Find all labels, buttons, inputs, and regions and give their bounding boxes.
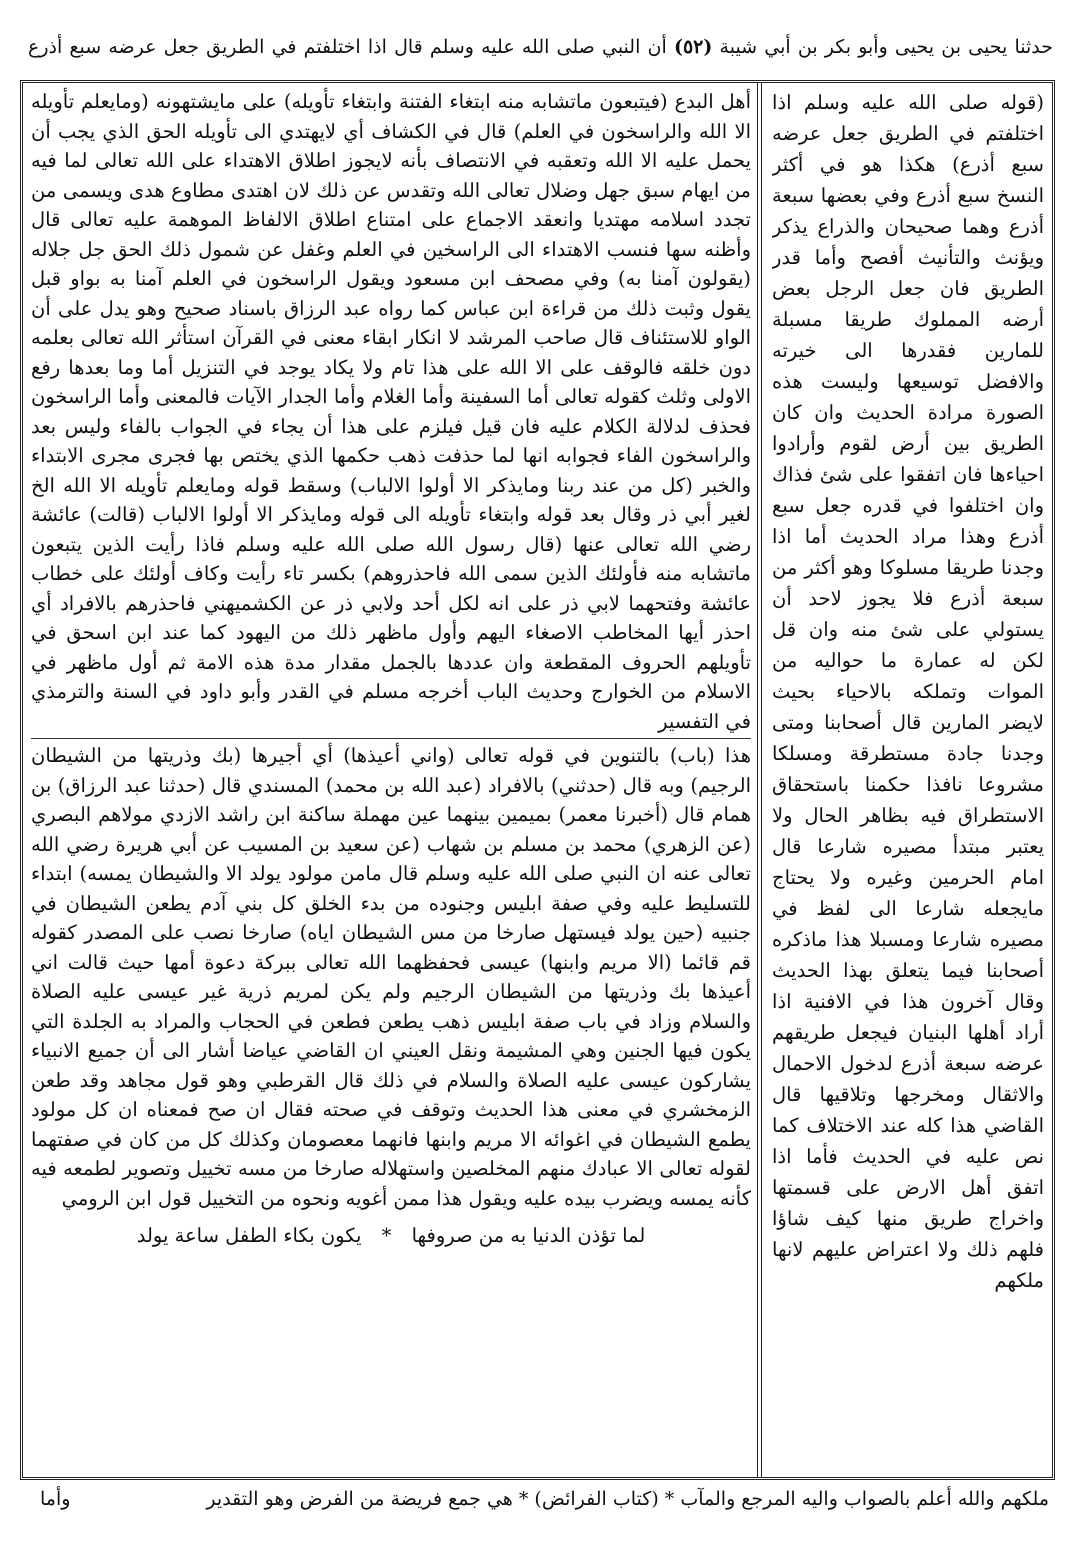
poem-star: * (381, 1224, 392, 1247)
footer-line (40, 1482, 1049, 1516)
page-number: (٥٢) (673, 36, 713, 58)
poem-verse (31, 1221, 751, 1251)
catchword: وأما (40, 1488, 71, 1510)
column-divider (757, 83, 762, 1477)
footer-star-2: * (518, 1488, 529, 1510)
main-paragraph-2: هذا (باب) بالتنوين في قوله تعالى (واني أعيذها) أي أجيرها (بك وذريتها من الشيطان الرجيم) وبه قال (حدثني) بالافراد (عبد الله بن محمد) المسندي قال (حدثنا عبد الرزاق) بن همام قال (أخبرنا معمر) بميمين بينهما عين مهملة ساكنة ابن راشد الازدي مولاهم البصري (عن الزهري) محمد بن مسلم بن شهاب (عن سعيد بن المسيب عن أبي هريرة رضي الله تعالى عنه ان النبي صلى الله عليه وسلم قال مامن مولود يولد الا والشيطان يمسه) ابتداء للتسليط عليه وفي صفة ابليس وجنوده من بدء الخلق كل بني آدم يطعن الشيطان في جنبيه (حين يولد فيستهل صارخا من مس الشيطان اياه) صارخا نصب على المصدر كقوله قم قائما (الا مريم وابنها) عيسى فحفظهما الله تعالى ببركة دعوة أمها حيث قالت اني أعيذها بك وذريتها من الشيطان الرجيم ولم يكن لمريم ذرية غير عيسى عليه الصلاة والسلام وزاد في باب صفة ابليس ذهب يطعن فطعن في الحجاب والمراد به الجلدة التي يكون فيها الجنين وهي المشيمة ونقل العيني ان القاضي عياضا أشار الى أن جميع الانبياء يشاركون عيسى عليه الصلاة والسلام في ذلك قال القرطبي وهو قول مجاهد وقد طعن الزمخشري في معنى هذا الحديث وتوقف في صحته فقال ان صح فمعناه ان كل مولود يطمع الشيطان في اغوائه الا مريم وابنها فانهما معصومان وكذلك كل من كان في صفتهما لقوله تعالى الا عبادك منهم المخلصين واستهلاله صارخا من مسه تخييل وتصوير لطمعه فيه كأنه يمسه ويضرب بيده عليه ويقول هذا ممن أغويه ونحوه من التخييل قول ابن الرومي (31, 744, 751, 1210)
footer-star: * (664, 1488, 675, 1510)
poem-first-hemistich: لما تؤذن الدنيا به من صروفها (411, 1224, 646, 1247)
footer-heading: (كتاب الفرائض) (534, 1488, 659, 1510)
footer-definition: هي جمع فريضة من الفرض وهو التقدير (206, 1488, 513, 1510)
running-header (28, 30, 1053, 64)
header-right-text: حدثنا يحيى بن يحيى وأبو بكر بن أبي شيبة (719, 36, 1053, 58)
margin-commentary-column (772, 87, 1044, 1473)
section-divider (31, 738, 751, 739)
main-paragraph-1: أهل البدع (فيتبعون ماتشابه منه ابتغاء الفتنة وابتغاء تأويله) على مايشتهونه (ومايعلم تأويله الا الله والراسخون في العلم) قال في الكشاف أي لايهتدي الى تأويله الحق الذي يجب أن يحمل عليه الا الله وتعقبه في الانتصاف بأنه لايجوز اطلاق الاهتداء على الله تعالى لما فيه من ايهام سبق جهل وضلال تعالى الله وتقدس عن ذلك لان اهتدى مطاوع هدى ويسمى من تجدد اسلامه مهتديا وانعقد الاجماع على امتناع اطلاق الالفاظ الموهمة عليه تعالى قال وأظنه سها فنسب الاهتداء الى الراسخين في العلم وغفل عن شمول ذلك الحق جل جلاله (يقولون آمنا به) وفي مصحف ابن مسعود ويقول الراسخون في العلم آمنا به بواو قبل يقول وثبت ذلك من قراءة ابن عباس كما رواه عبد الرزاق باسناد صحيح وهو يدل على أن الواو للاستئناف قال صاحب المرشد لا انكار ابقاء معنى في القرآن استأثر الله تعالى بعلمه دون خلقه فالوقف على الا الله على هذا تام ولا يكاد يوجد في التنزيل أما وما بعدها رفع الاولى وثلث كقوله تعالى أما السفينة وأما الغلام وأما الجدار الآيات فالمعنى وأما الراسخون فحذف لدلالة الكلام عليه فان قيل فيلزم على هذا أن يجاء في الجواب بالفاء وليس بعد والراسخون الفاء فجوابه انها لما حذفت ذهب حكمها الذي يختص بها فجرى مجرى الابتداء والخبر (كل من عند ربنا ومايذكر الا أولوا الالباب) وسقط قوله ومايعلم تأويله الا الله الخ لغير أبي ذر وقال بعد قوله وابتغاء تأويله الى قوله ومايذكر الا أولوا الالباب (قالت) عائشة رضي الله تعالى عنها (قال رسول الله صلى الله عليه وسلم فاذا رأيت الذين يتبعون ماتشابه منه فأولئك الذين سمى الله فاحذروهم) بكسر تاء رأيت وكاف أولئك على خطاب عائشة وفتحهما لابي ذر على انه لكل أحد ولابي ذر عن الكشميهني فاحذرهم بالافراد أي احذر أيها المخاطب الاصغاء اليهم وأول ماظهر ذلك من اليهود كما عند ابن اسحق في تأويلهم الحروف المقطعة وان عددها بالجمل مقدار مدة هذه الامة ثم أول ماظهر في الاسلام من الخوارج وحديث الباب أخرجه مسلم في القدر وأبو داود في السنة والترمذي في التفسير (31, 90, 751, 733)
footer-text: ملكهم والله أعلم بالصواب واليه المرجع والمآب (680, 1488, 1049, 1510)
text-frame (20, 80, 1055, 1480)
poem-second-hemistich: يكون بكاء الطفل ساعة يولد (136, 1224, 362, 1247)
main-text-column (31, 87, 751, 1473)
margin-commentary-text: (قوله صلى الله عليه وسلم اذا اختلفتم في الطريق جعل عرضه سبع أذرع) هكذا هو في أكثر النسخ سبع أذرع وفي بعضها سبعة أذرع وهما صحيحان والذراع يذكر ويؤنث والتأنيث أفصح وأما قدر الطريق فان جعل الرجل بعض أرضه المملوك طريقا مسبلة للمارين فقدرها الى خيرته والافضل توسيعها وليست هذه الصورة مرادة الحديث وان كان الطريق بين أرض لقوم وأرادوا احياءها فان اتفقوا على شئ فذاك وان اختلفوا في قدره جعل سبع أذرع وهذا مراد الحديث أما اذا وجدنا طريقا مسلوكا وهو أكثر من سبعة أذرع فلا يجوز لاحد أن يستولي على شئ منه وان قل لكن له عمارة ما حواليه من الموات وتملكه بالاحياء بحيث لايضر المارين قال أصحابنا ومتى وجدنا جادة مستطرقة ومسلكا مشروعا نافذا حكمنا باستحقاق الاستطراق فيه بظاهر الحال ولا يعتبر مبتدأ مصيره شارعا قال امام الحرمين وغيره ولا يحتاج مايجعله شارعا الى لفظ في مصيره شارعا ومسبلا هذا ماذكره أصحابنا فيما يتعلق بهذا الحديث وقال آخرون هذا في الافنية اذا أراد أهلها البنيان فيجعل طريقهم عرضه سبعة أذرع لدخول الاحمال والاثقال ومخرجها وتلاقيها قال القاضي هذا كله عند الاختلاف كما نص عليه في الحديث فأما اذا اتفق أهل الارض على قسمتها واخراج طريق منها كيف شاؤا فلهم ذلك ولا اعتراض عليهم لانها ملكهم (772, 91, 1044, 1292)
header-left-text: أن النبي صلى الله عليه وسلم قال اذا اختلفتم في الطريق جعل عرضه سبع أذرع (28, 36, 667, 58)
